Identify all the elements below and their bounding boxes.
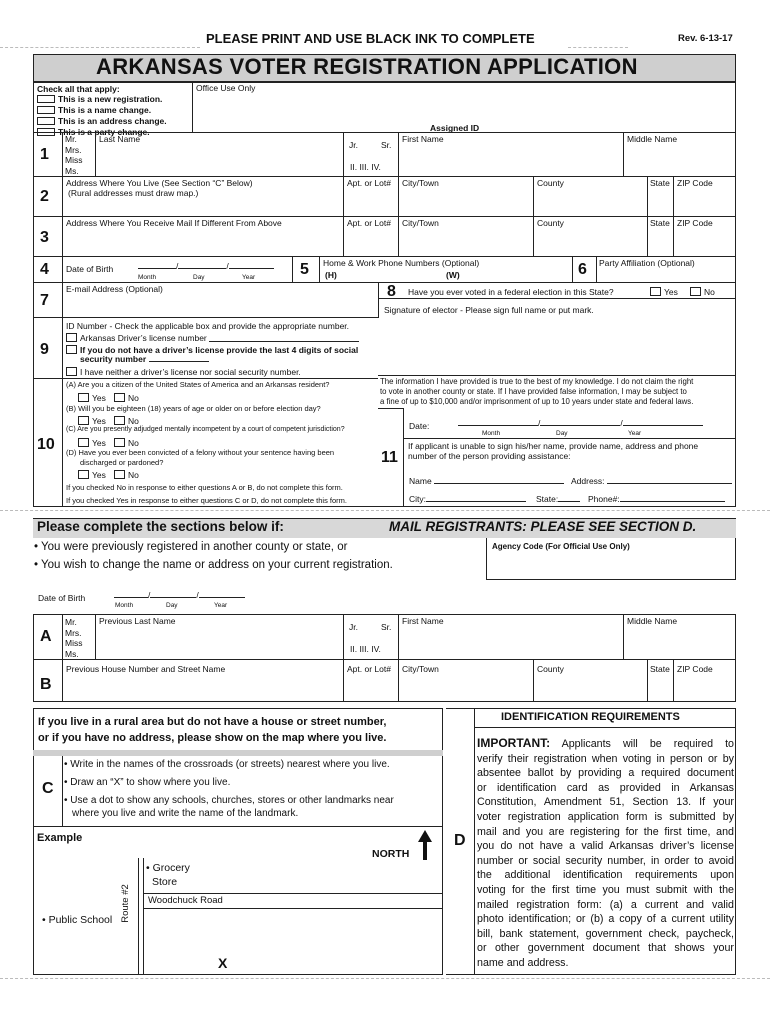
- mail-state-label: State: [650, 218, 670, 228]
- oath-line-1: The information I have provided is true to the best of my knowledge. I do not claim the right: [380, 377, 694, 386]
- public-school-label: • Public School: [42, 914, 113, 926]
- north-label: NORTH: [372, 848, 410, 860]
- id-requirements-title: IDENTIFICATION REQUIREMENTS: [501, 711, 680, 723]
- prev-dob-field[interactable]: / /: [114, 590, 245, 600]
- note-cd: If you checked Yes in response to either questions C or D, do not complete this form.: [66, 496, 347, 505]
- instruction: PLEASE PRINT AND USE BLACK INK TO COMPLETE: [206, 31, 535, 46]
- federal-vote-question: Have you ever voted in a federal election in this State?: [408, 287, 614, 297]
- section-c-bar: [33, 750, 443, 756]
- check-apply-title: Check all that apply:: [37, 84, 120, 94]
- state-label: State: [650, 178, 670, 188]
- prev-county-label: County: [537, 664, 564, 674]
- route-label: Route #2: [119, 884, 131, 923]
- check-name-change[interactable]: This is a name change.: [37, 104, 167, 115]
- prev-address-label: Previous House Number and Street Name: [66, 664, 226, 674]
- section-4-number: 4: [40, 261, 49, 278]
- check-address-change[interactable]: This is an address change.: [37, 115, 167, 126]
- prev-middle-name-label: Middle Name: [627, 616, 678, 626]
- question-d-cont: discharged or pardoned?: [80, 458, 164, 467]
- revision-date: Rev. 6-13-17: [678, 33, 733, 44]
- oath-month: Month: [482, 430, 501, 437]
- section-3-number: 3: [40, 229, 49, 246]
- jr-label[interactable]: Jr.: [349, 140, 358, 150]
- route-road-line-right: [143, 858, 144, 975]
- mail-city-label: City/Town: [402, 218, 439, 228]
- last-name-label: Last Name: [99, 134, 141, 144]
- woodchuck-road-line-top: [143, 893, 443, 894]
- rural-bullet-3: • Use a dot to show any schools, churches, stores or other landmarks near: [64, 795, 394, 806]
- qc-no[interactable]: No: [114, 437, 139, 448]
- zip-label: ZIP Code: [677, 178, 713, 188]
- work-phone-label: (W): [446, 270, 460, 280]
- prev-city-label: City/Town: [402, 664, 439, 674]
- county-label: County: [537, 178, 564, 188]
- qa-no[interactable]: No: [114, 392, 139, 403]
- neither-option[interactable]: I have neither a driver’s license nor social security number.: [66, 366, 301, 377]
- rural-instruction-1: If you live in a rural area but do not have a house or street number,: [38, 716, 387, 728]
- complete-sections-title: Please complete the sections below if:: [37, 519, 284, 534]
- mail-registrants-title: MAIL REGISTRANTS: PLEASE SEE SECTION D.: [389, 519, 697, 534]
- address-label: Address Where You Live (See Section “C” Below): [66, 178, 253, 188]
- section-5-number: 5: [300, 261, 309, 278]
- mail-zip-label: ZIP Code: [677, 218, 713, 228]
- id-requirements-text: IMPORTANT: Applicants will be required to verify their registration when voting in person or by absentee ballot by providing a required document or identification card as provided in Arkansas Constitution, Amendment 51, Section 13. If your voter registration application form is submitted by mail and you are registering for the first time, and you do not have a valid Arkansas driver’s license number or social security number, in order to avoid the additional identification requirements upon voting for the first time you must submit with the mailed registration form: (a) a current and valid photo identification; or (b) a copy of a current utility bill, bank statement, government check, paycheck, or other government document that shows your name and address.: [477, 736, 734, 969]
- section-1-number: 1: [40, 146, 49, 163]
- oath-line-3: a fine of up to $10,000 and/or imprisonment of up to 10 years under state and federal laws.: [380, 397, 694, 406]
- assist-text-2: number of the person providing assistance:: [408, 451, 571, 461]
- section-2-number: 2: [40, 188, 49, 205]
- prev-first-name-label: First Name: [402, 616, 444, 626]
- assist-phone-field[interactable]: Phone#:: [588, 494, 725, 504]
- middle-name-label: Middle Name: [627, 134, 678, 144]
- federal-no[interactable]: No: [690, 286, 715, 297]
- dob-field[interactable]: / /: [138, 261, 274, 271]
- question-a: (A) Are you a citizen of the United States of America and an Arkansas resident?: [66, 380, 330, 389]
- section-6-number: 6: [578, 261, 587, 278]
- north-arrow-icon: [418, 830, 432, 860]
- page-title: ARKANSAS VOTER REGISTRATION APPLICATION: [96, 54, 638, 79]
- prev-state-label: State: [650, 664, 670, 674]
- suffix-label[interactable]: II. III. IV.: [350, 162, 381, 172]
- section-7-number: 7: [40, 292, 49, 309]
- assigned-id-label: Assigned ID: [430, 123, 480, 133]
- prev-dob-year: Year: [214, 602, 228, 609]
- first-name-label: First Name: [402, 134, 444, 144]
- prev-zip-label: ZIP Code: [677, 664, 713, 674]
- section-b-letter: B: [40, 676, 52, 693]
- assist-text-1: If applicant is unable to sign his/her name, provide name, address and phone: [408, 441, 699, 451]
- road-name-label: Woodchuck Road: [148, 895, 223, 906]
- note-ab: If you checked No in response to either questions A or B, do not complete this form.: [66, 483, 343, 492]
- check-apply-options: [37, 93, 167, 137]
- oath-line-2: to vote in another county or state. If I have provided false information, I may be subject to: [380, 387, 687, 396]
- prev-dob-month: Month: [115, 602, 134, 609]
- prev-apt-label: Apt. or Lot#: [347, 664, 391, 674]
- ssn-option[interactable]: If you do not have a driver’s license provide the last 4 digits of social: [66, 344, 358, 355]
- rural-bullet-1: • Write in the names of the crossroads (or streets) nearest where you live.: [64, 759, 390, 770]
- prev-suffix-label[interactable]: II. III. IV.: [350, 644, 381, 654]
- condition-2: • You wish to change the name or address on your current registration.: [34, 559, 393, 571]
- rural-bullet-2: • Draw an “X” to show where you live.: [64, 777, 231, 788]
- mail-address-label: Address Where You Receive Mail If Different From Above: [66, 218, 282, 228]
- rural-map-box: [33, 708, 443, 975]
- mail-county-label: County: [537, 218, 564, 228]
- assist-state-field[interactable]: State:: [536, 494, 580, 504]
- home-location-x: X: [218, 955, 228, 971]
- section-8-number: 8: [387, 283, 396, 300]
- oath-day: Day: [556, 430, 568, 437]
- condition-1: • You were previously registered in another county or state, or: [34, 541, 348, 553]
- office-use-label: Office Use Only: [196, 83, 256, 93]
- city-label: City/Town: [402, 178, 439, 188]
- party-label: Party Affiliation (Optional): [599, 258, 695, 268]
- check-new-registration[interactable]: This is a new registration.: [37, 93, 167, 104]
- prev-dob-day: Day: [166, 602, 178, 609]
- section-a-letter: A: [40, 628, 52, 645]
- section-d-letter: D: [454, 832, 466, 849]
- assist-name-field[interactable]: Name: [409, 476, 564, 486]
- assist-city-field[interactable]: City:: [409, 494, 526, 504]
- question-b: (B) Will you be eighteen (18) years of age or older on or before election day?: [66, 404, 321, 413]
- qb-no[interactable]: No: [114, 415, 139, 426]
- oath-year: Year: [628, 430, 642, 437]
- drivers-license-option[interactable]: Arkansas Driver’s license number: [66, 332, 359, 343]
- email-label: E-mail Address (Optional): [66, 284, 163, 294]
- phone-label: Home & Work Phone Numbers (Optional): [323, 258, 480, 268]
- rural-bullet-3-cont: where you live and write the name of the landmark.: [72, 808, 299, 819]
- sr-label[interactable]: Sr.: [381, 140, 392, 150]
- signature-label: Signature of elector - Please sign full name or put mark.: [384, 305, 594, 315]
- dob-year: Year: [242, 274, 256, 281]
- id-number-intro: ID Number - Check the applicable box and provide the appropriate number.: [66, 321, 350, 331]
- federal-yes[interactable]: Yes: [650, 286, 678, 297]
- woodchuck-road-line-bottom: [143, 908, 443, 909]
- dob-day: Day: [193, 274, 205, 281]
- rural-note: (Rural addresses must draw map.): [68, 188, 199, 198]
- qd-no[interactable]: No: [114, 469, 139, 480]
- assist-address-field[interactable]: Address:: [571, 476, 732, 486]
- prev-jr-label[interactable]: Jr.: [349, 622, 358, 632]
- section-c-letter: C: [42, 780, 54, 797]
- oath-date-field[interactable]: / /: [458, 418, 703, 428]
- section-9-number: 9: [40, 341, 49, 358]
- qc-yes[interactable]: Yes: [78, 437, 106, 448]
- oath-date-label: Date:: [409, 421, 430, 431]
- grocery-store-line-1: • Grocery: [146, 862, 190, 874]
- agency-code-label: Agency Code (For Official Use Only): [492, 542, 630, 551]
- rural-instruction-2: or if you have no address, please show on the map where you live.: [38, 732, 387, 744]
- prev-sr-label[interactable]: Sr.: [381, 622, 392, 632]
- map-example-label: Example: [37, 832, 83, 844]
- question-c: (C) Are you presently adjudged mentally incompetent by a court of competent jurisdiction?: [66, 426, 345, 433]
- mail-apt-label: Apt. or Lot#: [347, 218, 391, 228]
- section-a-titles: Mr. Mrs. Miss Ms.: [65, 617, 83, 659]
- section-10-number: 10: [37, 436, 55, 453]
- home-phone-label: (H): [325, 270, 337, 280]
- apt-label: Apt. or Lot#: [347, 178, 391, 188]
- prev-dob-label: Date of Birth: [38, 593, 86, 603]
- check-party-change[interactable]: This is a party change.: [37, 126, 167, 137]
- ssn-option-cont: security number: [80, 354, 209, 364]
- section-11-number: 11: [381, 449, 398, 466]
- dob-month: Month: [138, 274, 157, 281]
- question-d: (D) Have you ever been convicted of a felony without your sentence having been: [66, 448, 335, 457]
- qb-yes[interactable]: Yes: [78, 415, 106, 426]
- prev-last-name-label: Previous Last Name: [99, 616, 176, 626]
- grocery-store-line-2: Store: [152, 876, 178, 888]
- qd-yes[interactable]: Yes: [78, 469, 106, 480]
- dob-label: Date of Birth: [66, 264, 114, 274]
- section-1-titles: Mr. Mrs. Miss Ms.: [65, 134, 83, 176]
- route-road-line-left: [138, 858, 139, 975]
- qa-yes[interactable]: Yes: [78, 392, 106, 403]
